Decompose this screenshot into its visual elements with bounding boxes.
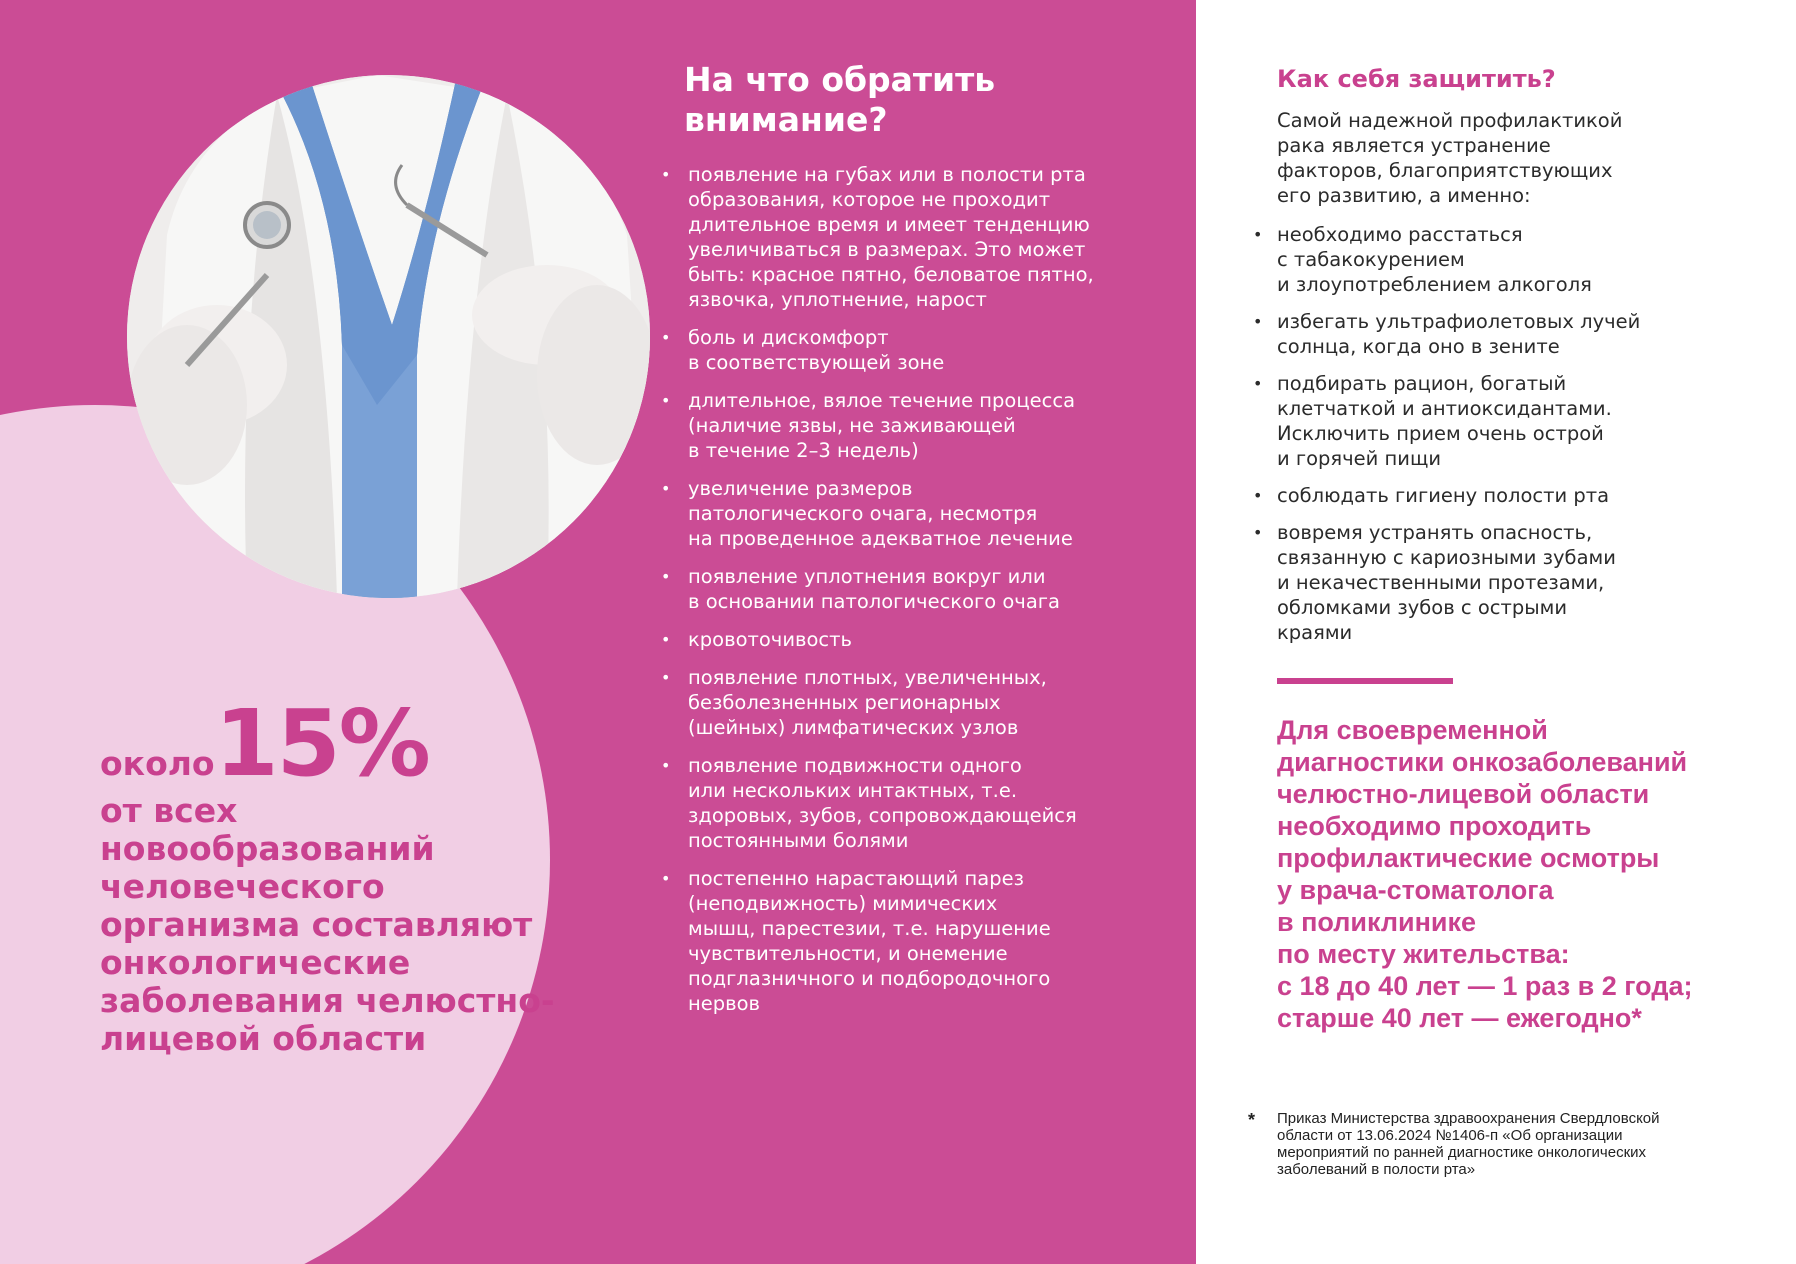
list-item: • боль и дискомфорт в соответствующей зоне <box>684 325 1114 375</box>
footnote: Приказ Министерства здравоохранения Свердловской области от 13.06.2024 №1406-п «Об организации мероприятий по ранней диагностике онкологических заболеваний в полости рта» <box>1277 1110 1660 1178</box>
list-item: • подбирать рацион, богатый клетчаткой и антиоксидантами. Исключить прием очень острой и горячей пищи <box>1247 371 1767 471</box>
divider <box>1277 678 1453 684</box>
stat-description: от всех новообразований человеческого организма составляют онкологические заболевания челюстно-лицевой области <box>100 791 555 1058</box>
stat-value: 15% <box>214 690 429 797</box>
list-item: • постепенно нарастающий парез (неподвижность) мимических мышц, парестезии, т.е. нарушение чувствительности, и онемение подглазничного и подбородочного нервов <box>684 866 1114 1016</box>
footnote-mark: * <box>1248 1110 1256 1130</box>
list-item: • соблюдать гигиену полости рта <box>1247 483 1767 508</box>
list-item: • вовремя устранять опасность, связанную с кариозными зубами и некачественными протезами, обломками зубов с острыми краями <box>1247 520 1767 645</box>
symptoms-section <box>684 60 1114 1029</box>
symptoms-title: На что обратить внимание? <box>684 60 996 139</box>
statistic-block <box>100 690 570 1058</box>
list-item: • появление плотных, увеличенных, безболезненных регионарных (шейных) лимфатических узлов <box>684 665 1114 740</box>
stat-prefix: около <box>100 744 215 783</box>
protection-section <box>1247 64 1767 657</box>
doctor-photo-icon <box>127 75 650 598</box>
symptoms-list <box>684 162 1114 1016</box>
list-item: • увеличение размеров патологического очага, несмотря на проведенное адекватное лечение <box>684 476 1114 551</box>
list-item: • необходимо расстаться с табакокурением и злоупотреблением алкоголя <box>1247 222 1767 297</box>
protection-intro: Самой надежной профилактикой рака является устранение факторов, благоприятствующих его развитию, а именно: <box>1277 109 1623 207</box>
checkup-callout: Для своевременной диагностики онкозаболеваний челюстно-лицевой области необходимо проходить профилактические осмотры у врача-стоматолога в поликлинике по месту жительства: с 18 до 40 лет — 1 раз в 2 года; старше 40 лет — ежегодно* <box>1277 715 1693 1033</box>
list-item: • избегать ультрафиолетовых лучей солнца, когда оно в зените <box>1247 309 1767 359</box>
list-item: • появление уплотнения вокруг или в основании патологического очага <box>684 564 1114 614</box>
list-item: • появление на губах или в полости рта образования, которое не проходит длительное время и имеет тенденцию увеличиваться в размерах. Это может быть: красное пятно, беловатое пятно, язвочка, уплотнение, нарост <box>684 162 1114 312</box>
list-item: • кровоточивость <box>684 627 1114 652</box>
protection-list <box>1247 222 1767 645</box>
protection-title: Как себя защитить? <box>1277 65 1556 93</box>
list-item: • длительное, вялое течение процесса (наличие язвы, не заживающей в течение 2–3 недель) <box>684 388 1114 463</box>
list-item: • появление подвижности одного или нескольких интактных, т.е. здоровых, зубов, сопровождающейся постоянными болями <box>684 753 1114 853</box>
